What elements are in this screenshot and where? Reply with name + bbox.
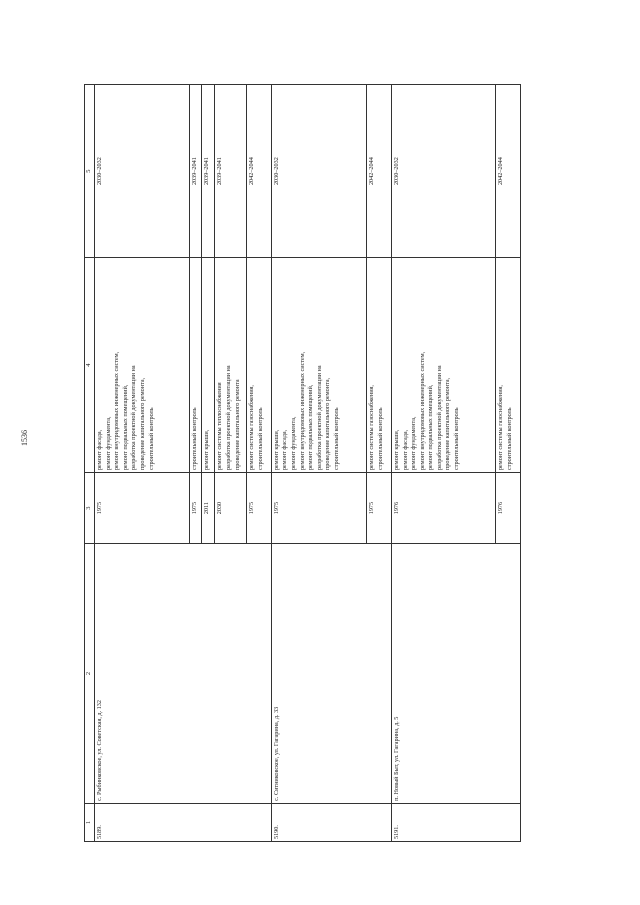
work-item: строительный контроль: [377, 407, 385, 471]
header-col-4: 4: [85, 258, 95, 473]
work-item: ремонт фасада,: [281, 429, 289, 471]
row-number: 5189.: [95, 803, 272, 841]
work-list-cell: [391, 258, 496, 473]
work-list-cell: [202, 258, 215, 473]
work-item: проведение капитального ремонта: [233, 379, 241, 471]
work-item: ремонт фасада,: [401, 429, 409, 471]
address-cell: с. Рыбинковское, ул. Советская, д. 132: [95, 544, 272, 804]
year-cell: 1975: [247, 473, 271, 544]
work-item: ремонт фундамента,: [410, 416, 418, 471]
year-cell: 1975: [271, 473, 367, 544]
period-cell: 2042–2044: [367, 85, 391, 258]
row-number: 5190.: [271, 803, 391, 841]
work-item: разработка проектной документации на: [224, 365, 232, 471]
work-list-cell: [215, 258, 247, 473]
work-item: строительный контроль: [190, 407, 198, 471]
work-item: ремонт внутридомовых инженерных систем,: [298, 351, 306, 471]
work-item: ремонт системы газоснабжения,: [497, 385, 505, 471]
page-number: 1536: [20, 430, 29, 446]
year-cell: 2011: [202, 473, 215, 544]
year-cell: 1975: [189, 473, 202, 544]
work-list-cell: [247, 258, 271, 473]
year-cell: 1975: [367, 473, 391, 544]
address-cell: п. Новый Быт, ул. Гагарина, д. 5: [391, 544, 520, 804]
work-item: ремонт внутридомовых инженерных систем,: [113, 351, 121, 471]
header-col-5: 5: [85, 85, 95, 258]
work-item: строительный контроль: [506, 407, 514, 471]
work-item: ремонт крыши,: [392, 429, 400, 471]
work-item: ремонт системы теплоснабжения: [216, 382, 224, 471]
work-item: проведение капитального ремонта,: [138, 377, 146, 471]
work-item: разработка проектной документации на: [130, 365, 138, 471]
period-cell: 2030–2032: [95, 85, 190, 258]
work-item: проведение капитального ремонта,: [444, 377, 452, 471]
table-body: [95, 85, 521, 842]
work-item: ремонт фундамента,: [289, 416, 297, 471]
row-number: 5191.: [391, 803, 520, 841]
work-item: строительный контроль: [453, 407, 461, 471]
work-item: ремонт фундамента,: [104, 416, 112, 471]
table-row: [391, 85, 496, 842]
year-cell: 1975: [95, 473, 190, 544]
table-row: [271, 85, 367, 842]
work-item: ремонт системы газоснабжения,: [368, 385, 376, 471]
work-item: ремонт подвальных помещений,: [307, 384, 315, 471]
work-item: ремонт подвальных помещений,: [427, 384, 435, 471]
address-cell: с. Ситниковское, ул. Гагарина, д. 33: [271, 544, 391, 804]
work-list-cell: [189, 258, 202, 473]
work-list-cell: [367, 258, 391, 473]
work-item: ремонт внутридомовых инженерных систем,: [418, 351, 426, 471]
year-cell: 2030: [215, 473, 247, 544]
work-item: разработка проектной документации на: [315, 365, 323, 471]
header-col-1: 1: [85, 803, 95, 841]
capital-repair-table: [84, 84, 521, 842]
header-col-2: 2: [85, 544, 95, 804]
table-row: [95, 85, 190, 842]
work-item: строительный контроль: [147, 407, 155, 471]
period-cell: 2030–2032: [271, 85, 367, 258]
work-item: ремонт фасада,: [96, 429, 103, 471]
work-item: проведение капитального ремонта,: [324, 377, 332, 471]
rotated-table-wrapper: [84, 84, 521, 842]
work-list-cell: [496, 258, 521, 473]
work-item: ремонт системы газоснабжения,: [248, 385, 256, 471]
period-cell: 2039–2041: [202, 85, 215, 258]
period-cell: 2042–2044: [247, 85, 271, 258]
work-list-cell: [95, 258, 190, 473]
period-cell: 2039–2041: [189, 85, 202, 258]
header-col-3: 3: [85, 473, 95, 544]
work-item: ремонт крыши,: [272, 429, 280, 471]
period-cell: 2030–2032: [391, 85, 496, 258]
work-item: строительный контроль: [332, 407, 340, 471]
header-row: [85, 85, 95, 842]
work-list-cell: [271, 258, 367, 473]
year-cell: 1976: [496, 473, 521, 544]
work-item: ремонт подвальных помещений,: [121, 384, 129, 471]
period-cell: 2042–2044: [496, 85, 521, 258]
year-cell: 1976: [391, 473, 496, 544]
work-item: разработка проектной документации на: [435, 365, 443, 471]
work-item: строительный контроль: [256, 407, 264, 471]
period-cell: 2039–2041: [215, 85, 247, 258]
work-item: ремонт крыши,: [203, 429, 211, 471]
